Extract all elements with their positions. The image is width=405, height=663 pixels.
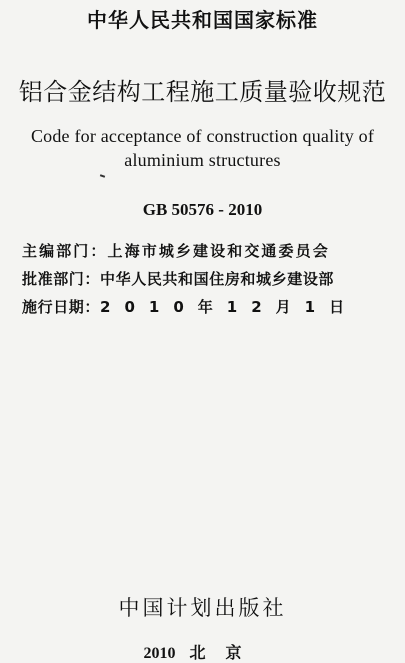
publication-year: 2010 xyxy=(143,645,176,662)
date-value: 2010年12月1日 xyxy=(100,298,359,316)
publication-city: 北京 xyxy=(189,645,262,662)
publisher-name: 中国计划出版社 xyxy=(118,596,287,620)
approver-value: 中华人民共和国住房和城乡建设部 xyxy=(100,270,335,288)
editor-department xyxy=(22,240,330,261)
effective-date xyxy=(22,296,358,317)
ink-speck xyxy=(100,174,105,178)
approver-label: 批准部门： xyxy=(22,270,101,288)
standard-type-heading: 中华人民共和国国家标准 xyxy=(87,8,318,32)
approver-department xyxy=(22,268,334,289)
date-label: 施行日期： xyxy=(22,298,101,316)
document-title-chinese: 铝合金结构工程施工质量验收规范 xyxy=(18,78,387,106)
title-english-line-2: aluminium structures xyxy=(124,150,281,170)
editor-value: 上海市城乡建设和交通委员会 xyxy=(107,242,330,260)
editor-label: 主编部门： xyxy=(22,242,108,260)
document-title-english xyxy=(0,124,405,172)
title-english-line-1: Code for acceptance of construction quality of xyxy=(30,126,375,146)
standard-code: GB 50576 - 2010 xyxy=(142,200,263,219)
publication-place xyxy=(0,640,405,663)
